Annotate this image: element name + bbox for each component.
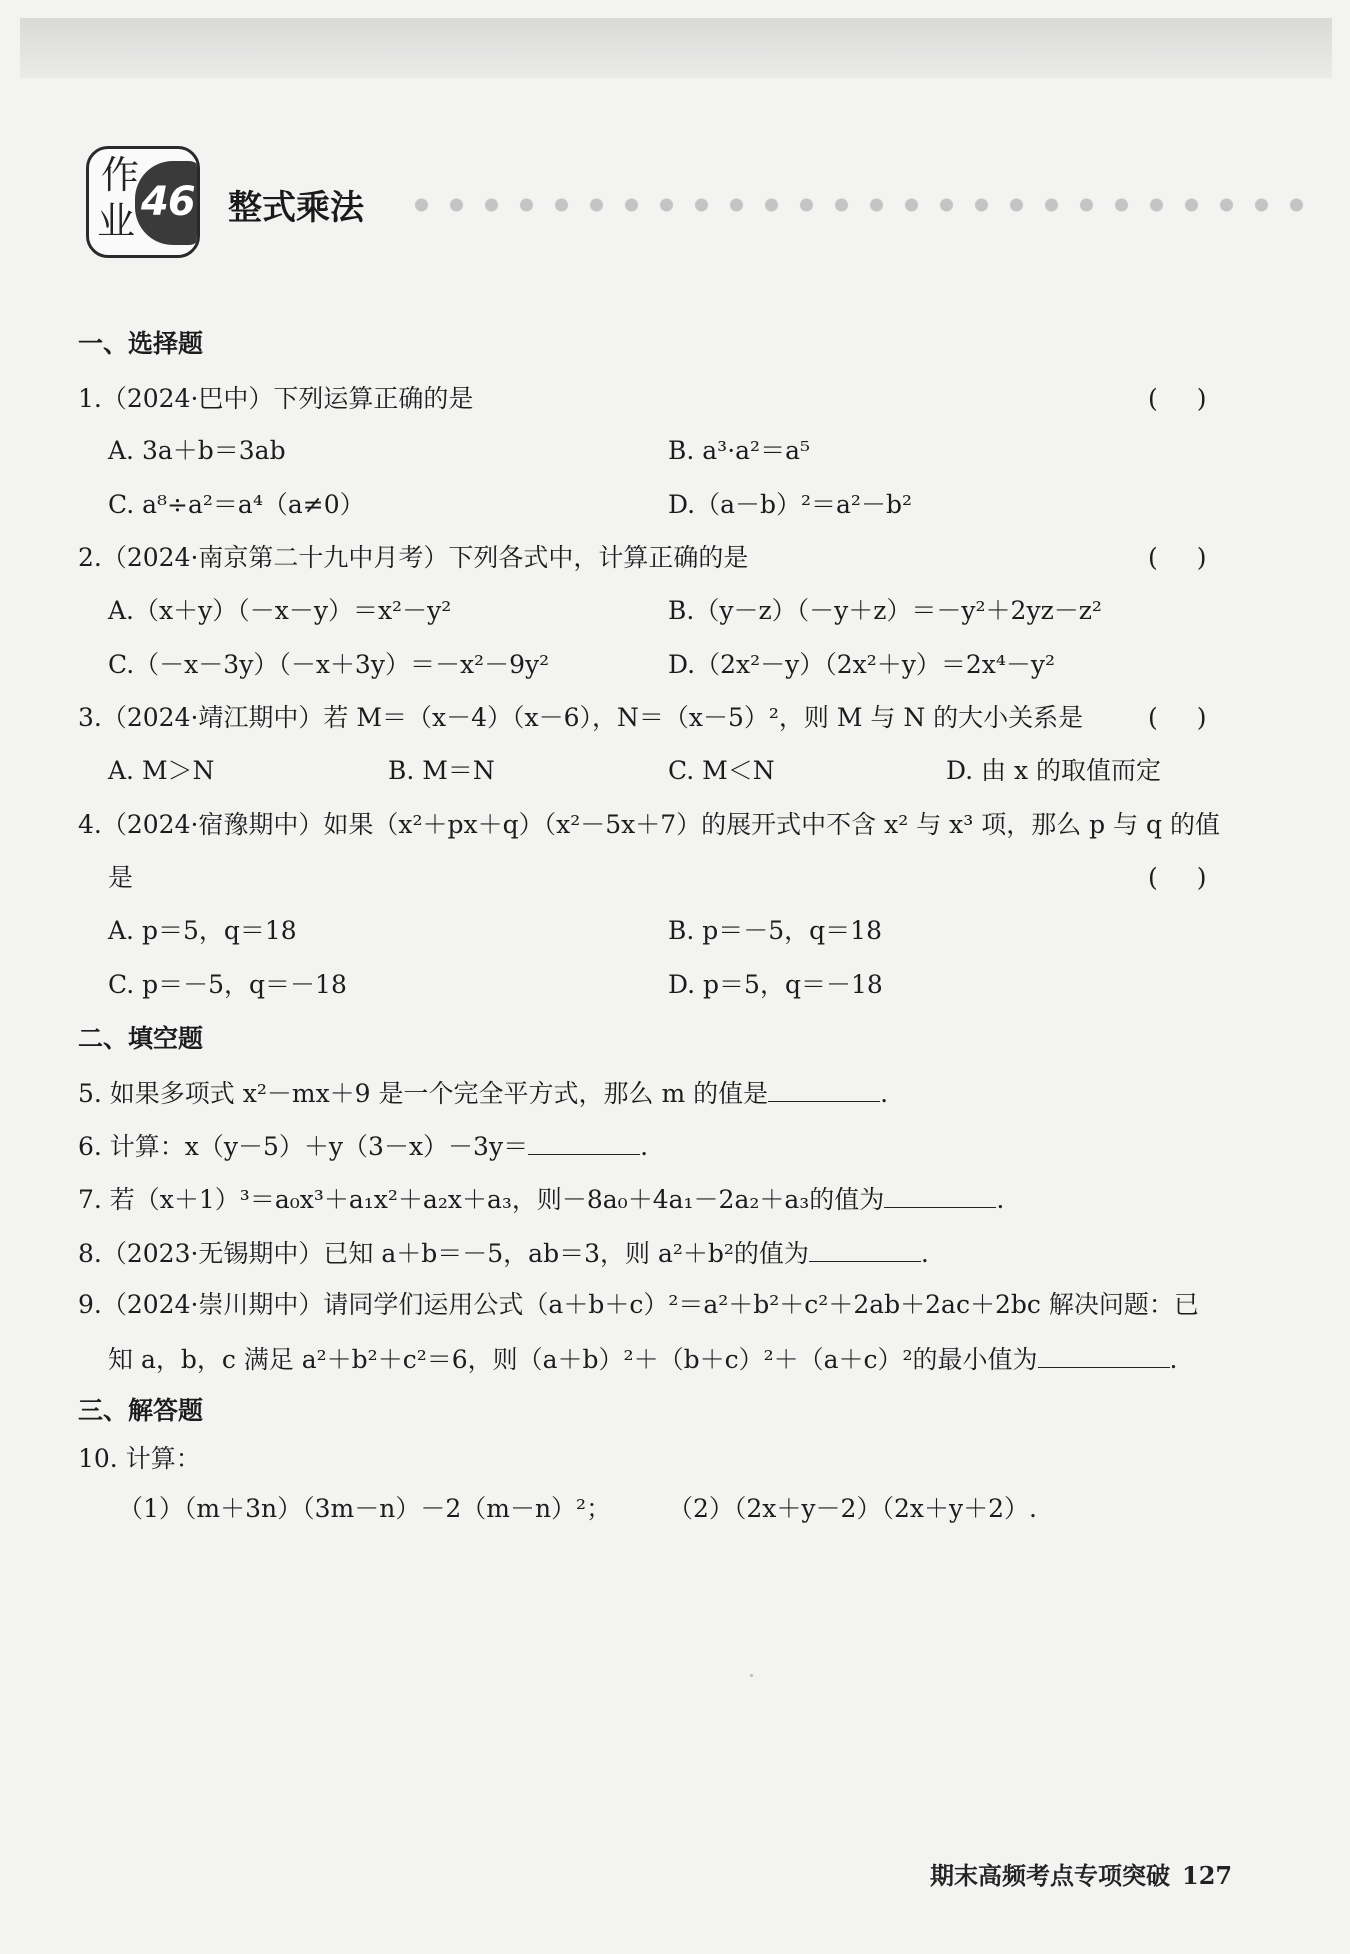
q1-stem: 1.（2024·巴中）下列运算正确的是 [78, 384, 474, 413]
badge-number: 46 [141, 179, 195, 225]
page-title: 整式乘法 [228, 188, 364, 228]
q2-option-b: B.（y－z）（－y＋z）＝－y²＋2yz－z² [668, 596, 1102, 625]
q7-text: 7. 若（x＋1）³＝a₀x³＋a₁x²＋a₂x＋a₃，则－8a₀＋4a₁－2a₂＋a₃的值为 [78, 1185, 885, 1214]
q10-part2: （2）（2x＋y－2）（2x＋y＋2）. [668, 1494, 1037, 1523]
q10-part1: （1）（m＋3n）（3m－n）－2（m－n）²； [118, 1494, 612, 1523]
q6-text: 6. 计算：x（y－5）＋y（3－x）－3y＝ [78, 1132, 529, 1161]
q3-option-b: B. M＝N [388, 756, 495, 785]
q4-stem-cont: 是 [108, 863, 134, 892]
q10-stem: 10. 计算： [78, 1444, 201, 1473]
footer-book-title: 期末高频考点专项突破 [930, 1862, 1170, 1890]
assignment-badge [86, 146, 200, 258]
q4-option-b: B. p＝－5，q＝18 [668, 916, 882, 945]
q2-option-d: D.（2x²－y）（2x²＋y）＝2x⁴－y² [668, 650, 1056, 679]
scan-speck [750, 1674, 753, 1677]
q6-end: . [640, 1132, 649, 1161]
q3-answer-paren: ( ) [1148, 703, 1209, 732]
q4-option-a: A. p＝5，q＝18 [108, 916, 297, 945]
q3-option-a: A. M＞N [108, 756, 215, 785]
q9-text: 知 a，b，c 满足 a²＋b²＋c²＝6，则（a＋b）²＋（b＋c）²＋（a＋c）²的最小值为 [108, 1345, 1038, 1374]
q7-end: . [996, 1185, 1005, 1214]
q4-stem: 4.（2024·宿豫期中）如果（x²＋px＋q）（x²－5x＋7）的展开式中不含 x² 与 x³ 项，那么 p 与 q 的值 [78, 810, 1221, 839]
q8-text: 8.（2023·无锡期中）已知 a＋b＝－5，ab＝3，则 a²＋b²的值为 [78, 1239, 809, 1268]
q1-option-c: C. a⁸÷a²＝a⁴（a≠0） [108, 490, 365, 519]
q2-option-a: A.（x＋y）（－x－y）＝x²－y² [108, 596, 452, 625]
q5-text: 5. 如果多项式 x²－mx＋9 是一个完全平方式，那么 m 的值是 [78, 1079, 769, 1108]
q6-line [78, 1128, 648, 1164]
q1-option-d: D.（a－b）²＝a²－b² [668, 490, 912, 519]
q1-option-a: A. 3a＋b＝3ab [108, 436, 286, 465]
badge-char-ye: 业 [97, 199, 136, 243]
page-footer [930, 1856, 1232, 1891]
q2-option-c: C.（－x－3y）（－x＋3y）＝－x²－9y² [108, 650, 550, 679]
q8-line [78, 1235, 929, 1271]
section-fill-heading: 二、填空题 [78, 1024, 204, 1053]
q8-answer-blank[interactable] [809, 1235, 921, 1262]
scan-top-band [20, 18, 1332, 78]
badge-char-zuo: 作 [101, 153, 140, 197]
q4-option-c: C. p＝－5，q＝－18 [108, 970, 347, 999]
q9-line2 [108, 1341, 1177, 1377]
q1-answer-paren: ( ) [1148, 384, 1209, 413]
q8-end: . [920, 1239, 929, 1268]
q7-answer-blank[interactable] [884, 1181, 996, 1208]
q4-option-d: D. p＝5，q＝－18 [668, 970, 883, 999]
q1-option-b: B. a³·a²＝a⁵ [668, 436, 810, 465]
q5-answer-blank[interactable] [768, 1075, 880, 1102]
section-answer-heading: 三、解答题 [78, 1396, 204, 1425]
q2-answer-paren: ( ) [1148, 543, 1209, 572]
q6-answer-blank[interactable] [528, 1128, 640, 1155]
q2-stem: 2.（2024·南京第二十九中月考）下列各式中，计算正确的是 [78, 543, 749, 572]
q3-option-c: C. M＜N [668, 756, 775, 785]
q3-stem: 3.（2024·靖江期中）若 M＝（x－4）（x－6），N＝（x－5）²，则 M 与 N 的大小关系是 [78, 703, 1084, 732]
q3-option-d: D. 由 x 的取值而定 [946, 756, 1162, 785]
q5-line [78, 1075, 888, 1111]
q4-answer-paren: ( ) [1148, 863, 1209, 892]
q9-line1: 9.（2024·崇川期中）请同学们运用公式（a＋b＋c）²＝a²＋b²＋c²＋2ab＋2ac＋2bc 解决问题：已 [78, 1290, 1199, 1319]
q9-end: . [1169, 1345, 1178, 1374]
dotted-divider [404, 198, 1304, 212]
q9-answer-blank[interactable] [1038, 1341, 1170, 1368]
assignment-header [86, 146, 1326, 260]
q5-end: . [880, 1079, 889, 1108]
q7-line [78, 1181, 1004, 1217]
section-choice-heading: 一、选择题 [78, 329, 204, 358]
page-number: 127 [1182, 1861, 1233, 1890]
